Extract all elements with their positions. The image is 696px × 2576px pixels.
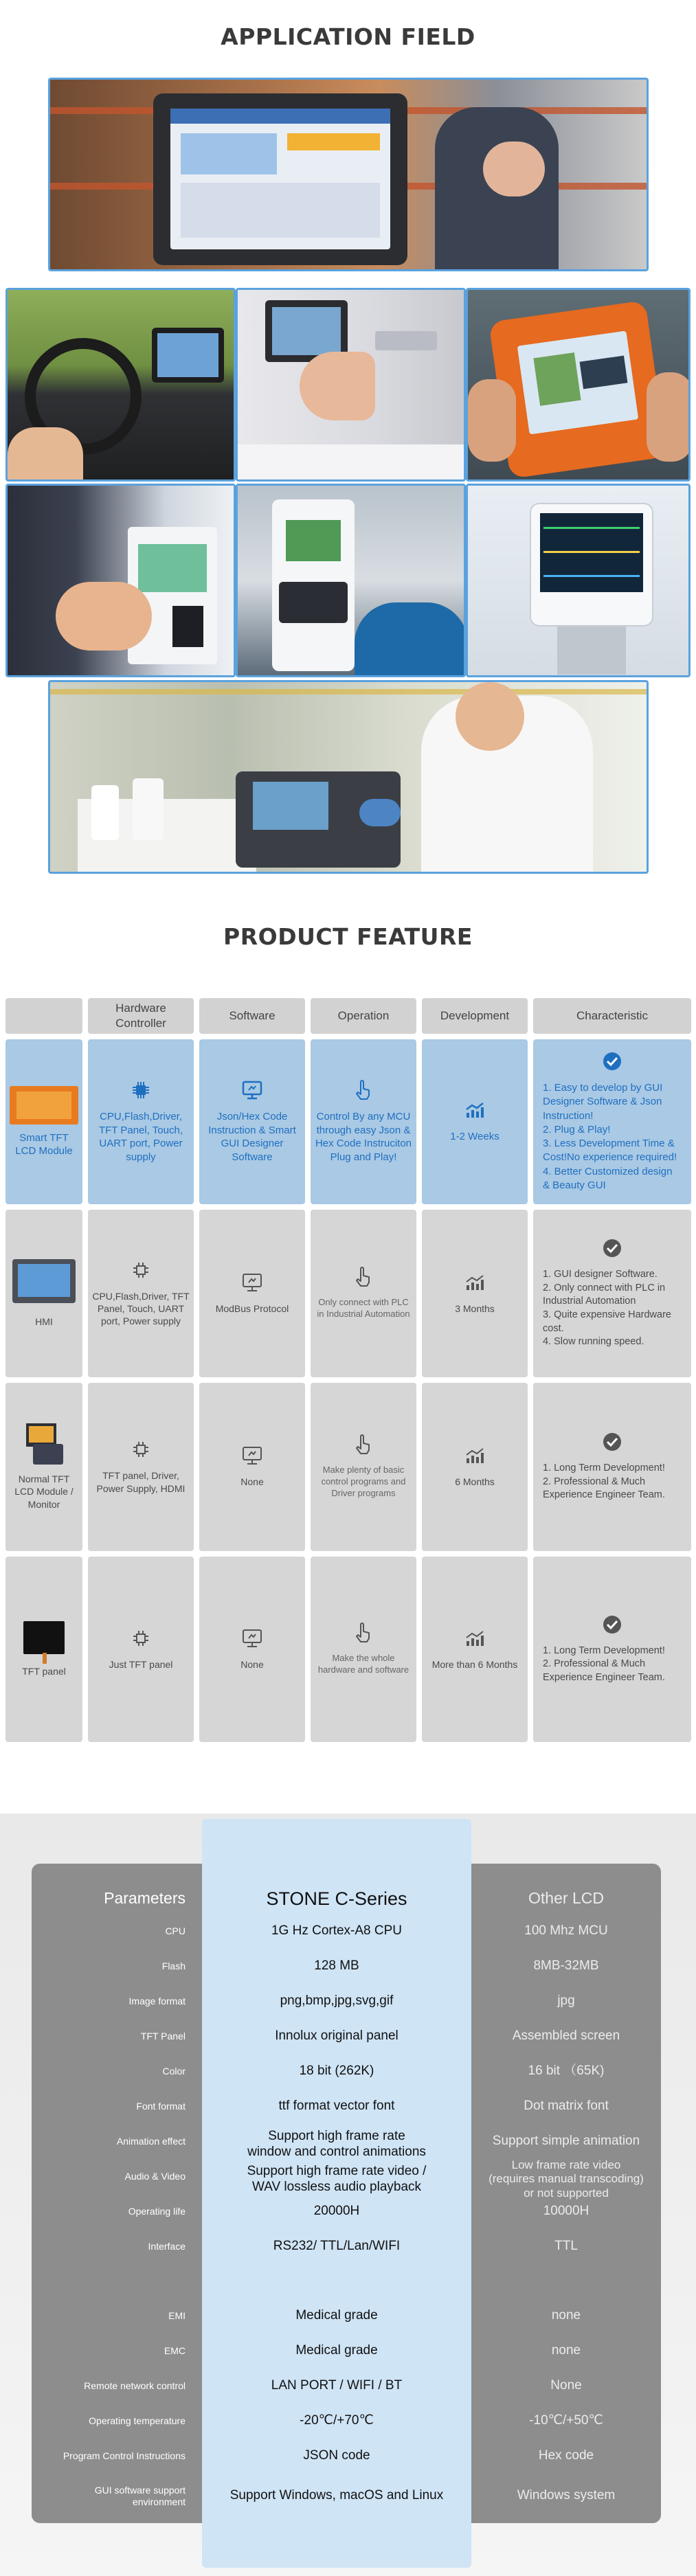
cell-smart-hardware xyxy=(88,1039,194,1204)
other-header: Other LCD xyxy=(528,1889,604,1907)
param-label: GUI software support environment xyxy=(94,2485,186,2507)
row-label-hmi xyxy=(5,1210,82,1377)
other-value: none xyxy=(551,2308,581,2323)
stone-value: Innolux original panel xyxy=(275,2029,398,2043)
other-value: 10000H xyxy=(543,2204,590,2218)
cell-hmi-development xyxy=(422,1210,528,1377)
stone-value: Support high frame rate video / WAV lossless audio playback xyxy=(247,2164,427,2194)
application-field-title: APPLICATION FIELD xyxy=(221,23,475,50)
param-label: Operating life xyxy=(128,2206,186,2217)
handheld-meter-photo xyxy=(466,288,691,482)
cell-text: 1-2 Weeks xyxy=(450,1131,499,1143)
cell-normal-characteristic xyxy=(533,1383,691,1551)
stone-value: Medical grade xyxy=(295,2343,378,2358)
other-value: Support simple animation xyxy=(492,2134,640,2148)
other-value: Low frame rate video (requires manual transcoding) or not supported xyxy=(489,2158,644,2200)
other-value: jpg xyxy=(557,1993,575,2008)
stone-value: ttf format vector font xyxy=(278,2099,395,2113)
stone-value: Support high frame rate window and control animations xyxy=(247,2129,426,2159)
stone-value: LAN PORT / WIFI / BT xyxy=(271,2378,403,2393)
rugged-terminal-photo xyxy=(48,78,649,271)
cell-hmi-hardware xyxy=(88,1210,194,1377)
row-label-text: TFT panel xyxy=(22,1665,66,1677)
param-label: Image format xyxy=(128,1996,186,2007)
other-value: 100 Mhz MCU xyxy=(524,1923,608,1938)
growth-chart-icon xyxy=(464,1628,485,1649)
other-value: None xyxy=(550,2378,582,2393)
pointer-hand-icon xyxy=(353,1623,374,1643)
header-software: Software xyxy=(199,998,305,1034)
cell-smart-development xyxy=(422,1039,528,1204)
param-label: Animation effect xyxy=(116,2136,186,2147)
header-development: Development xyxy=(422,998,528,1034)
check-circle-icon xyxy=(602,1238,622,1258)
card-terminal-photo xyxy=(5,484,236,677)
pointer-hand-icon xyxy=(353,1434,374,1455)
stone-value: JSON code xyxy=(303,2448,370,2463)
params-header: Parameters xyxy=(104,1889,186,1907)
cell-text: Make plenty of basic control programs and Driver programs xyxy=(321,1465,406,1498)
cell-hmi-software xyxy=(199,1210,305,1377)
param-label: Interface xyxy=(148,2241,186,2252)
check-circle-icon xyxy=(602,1051,622,1072)
row-label-smart-tft xyxy=(5,1039,82,1204)
ev-charger-photo xyxy=(236,484,466,677)
param-label: Program Control Instructions xyxy=(63,2450,186,2461)
medical-monitor-photo xyxy=(466,484,691,677)
cell-smart-operation xyxy=(311,1039,416,1204)
row-label-text: Normal TFT LCD Module / Monitor xyxy=(14,1473,74,1510)
growth-chart-icon xyxy=(464,1445,485,1466)
chip-icon xyxy=(131,1080,151,1100)
cell-text: Make the whole hardware and software xyxy=(317,1653,409,1675)
cell-text: 1. GUI designer Software. 2. Only connect with PLC in Industrial Automation 3. Quite expensive Hardware cost. 4. Slow running speed. xyxy=(543,1269,671,1348)
cell-text: 1. Long Term Development! 2. Professional & Much Experience Engineer Team. xyxy=(543,1645,665,1683)
param-label: Operating temperature xyxy=(89,2415,186,2426)
cell-normal-operation xyxy=(311,1383,416,1551)
param-label: Flash xyxy=(161,1961,186,1971)
stone-value: -20℃/+70℃ xyxy=(300,2413,374,2428)
cell-text: Only connect with PLC in Industrial Automation xyxy=(317,1297,410,1319)
header-characteristic: Characteristic xyxy=(533,998,691,1034)
product-feature-title: PRODUCT FEATURE xyxy=(223,923,473,950)
tractor-dashboard-photo xyxy=(5,288,236,482)
row-label-text: HMI xyxy=(35,1315,53,1327)
cell-text: None xyxy=(240,1658,264,1670)
other-value: Windows system xyxy=(517,2488,616,2502)
cell-text: CPU,Flash,Driver, TFT Panel, Touch, UART port, Power supply xyxy=(92,1290,190,1327)
cell-tftpanel-characteristic xyxy=(533,1557,691,1742)
param-label: TFT Panel xyxy=(140,2031,186,2042)
other-value: none xyxy=(551,2343,581,2358)
param-label: Audio & Video xyxy=(124,2171,186,2182)
growth-chart-icon xyxy=(464,1100,485,1120)
growth-chart-icon xyxy=(464,1272,485,1293)
header-empty xyxy=(5,998,82,1034)
cell-text: Json/Hex Code Instruction & Smart GUI Designer Software xyxy=(208,1111,296,1163)
cell-text: Control By any MCU through easy Json & Hex Code Instruciton Plug and Play! xyxy=(315,1111,412,1163)
cell-hmi-characteristic xyxy=(533,1210,691,1377)
cell-text: 1. Long Term Development! 2. Professional & Much Experience Engineer Team. xyxy=(543,1462,665,1501)
other-value: Hex code xyxy=(538,2448,594,2463)
lab-analyzer-photo xyxy=(48,680,649,874)
stone-value: Medical grade xyxy=(295,2308,378,2323)
cell-normal-development xyxy=(422,1383,528,1551)
cell-text: More than 6 Months xyxy=(431,1658,518,1670)
param-label: Color xyxy=(162,2066,186,2077)
cell-tftpanel-hardware xyxy=(88,1557,194,1742)
other-value: Assembled screen xyxy=(512,2029,620,2043)
cell-text: 3 Months xyxy=(455,1302,495,1314)
stone-value: RS232/ TTL/Lan/WIFI xyxy=(273,2239,401,2253)
other-value: 16 bit （65K) xyxy=(528,2064,605,2078)
cell-text: 6 Months xyxy=(455,1476,495,1488)
param-label: EMC xyxy=(164,2345,186,2356)
row-label-text: Smart TFT LCD Module xyxy=(15,1131,73,1157)
cell-smart-characteristic xyxy=(533,1039,691,1204)
smart-tft-module-image xyxy=(10,1086,78,1125)
tft-panel-image xyxy=(23,1621,65,1654)
chip-icon xyxy=(131,1628,151,1649)
cell-text: TFT panel, Driver, Power Supply, HDMI xyxy=(96,1470,186,1494)
row-label-tft-panel xyxy=(5,1557,82,1742)
chip-icon xyxy=(131,1260,151,1280)
cell-text: 1. Easy to develop by GUI Designer Software & Json Instruction! 2. Plug & Play! 3. Less Development Time & Cost!No experience required! 4. Better Customized design & Beauty GUI xyxy=(543,1082,677,1191)
cell-tftpanel-software xyxy=(199,1557,305,1742)
param-label: CPU xyxy=(165,1925,186,1936)
monitor-icon xyxy=(242,1272,262,1293)
param-label: Font format xyxy=(136,2101,186,2112)
row-label-normal-tft xyxy=(5,1383,82,1551)
cell-normal-software xyxy=(199,1383,305,1551)
header-operation: Operation xyxy=(311,998,416,1034)
header-hardware: Hardware Controller xyxy=(88,998,194,1034)
sewing-machine-photo xyxy=(236,288,466,482)
other-value: -10℃/+50℃ xyxy=(529,2413,603,2428)
other-value: Dot matrix font xyxy=(524,2099,609,2113)
cell-text: None xyxy=(240,1476,264,1488)
monitor-icon xyxy=(242,1445,262,1466)
cell-text: ModBus Protocol xyxy=(215,1302,289,1314)
monitor-icon xyxy=(242,1628,262,1649)
cell-smart-software xyxy=(199,1039,305,1204)
cell-text: Just TFT panel xyxy=(109,1658,173,1670)
other-value: 8MB-32MB xyxy=(533,1958,599,1973)
cell-tftpanel-development xyxy=(422,1557,528,1742)
other-value: TTL xyxy=(554,2239,578,2253)
stone-value: 128 MB xyxy=(314,1958,359,1973)
stone-value: 20000H xyxy=(313,2204,360,2218)
cell-tftpanel-operation xyxy=(311,1557,416,1742)
pointer-hand-icon xyxy=(353,1080,374,1100)
product-feature-table xyxy=(5,998,691,1745)
cell-hmi-operation xyxy=(311,1210,416,1377)
stone-value: 1G Hz Cortex-A8 CPU xyxy=(271,1923,403,1938)
monitor-icon xyxy=(242,1080,262,1100)
stone-header: STONE C-Series xyxy=(266,1888,407,1909)
chip-icon xyxy=(131,1439,151,1460)
hmi-device-image xyxy=(12,1259,76,1303)
param-label: Remote network control xyxy=(84,2380,186,2391)
stone-value: 18 bit (262K) xyxy=(299,2064,374,2078)
stone-value: png,bmp,jpg,svg,gif xyxy=(280,1993,394,2008)
stone-value: Support Windows, macOS and Linux xyxy=(229,2488,444,2502)
param-label: EMI xyxy=(168,2310,186,2321)
cell-text: CPU,Flash,Driver, TFT Panel, Touch, UART port, Power supply xyxy=(98,1111,183,1163)
check-circle-icon xyxy=(602,1614,622,1635)
normal-tft-module-image xyxy=(23,1423,65,1466)
cell-normal-hardware xyxy=(88,1383,194,1551)
pointer-hand-icon xyxy=(353,1267,374,1287)
check-circle-icon xyxy=(602,1432,622,1452)
